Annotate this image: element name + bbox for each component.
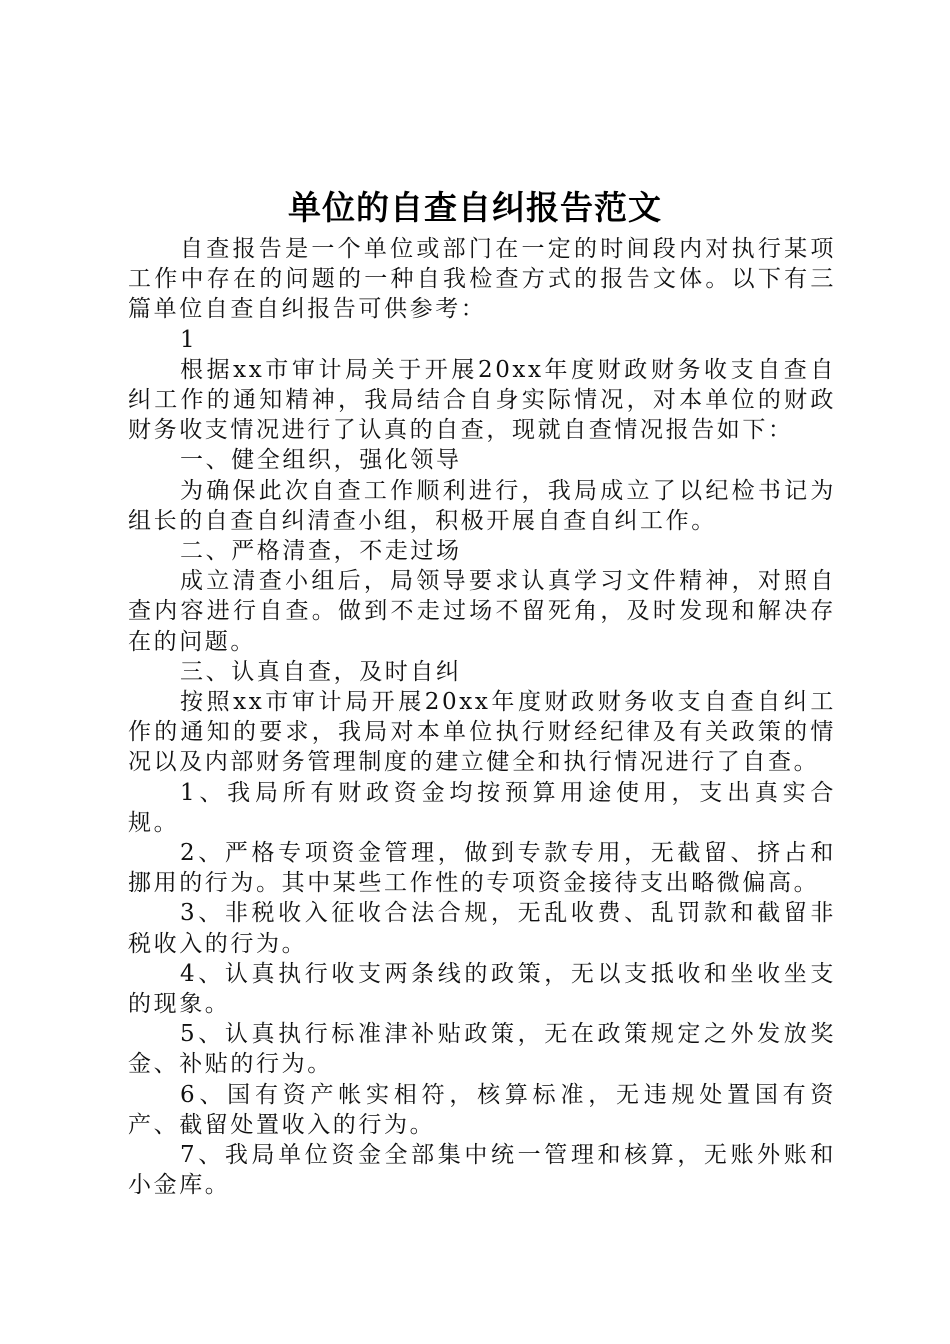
- section-heading: 一、健全组织，强化领导: [180, 447, 462, 474]
- list-item: 2、严格专项资金管理，做到专款专用，无截留、挤占和挪用的行为。其中某些工作性的专项资金接待支出略微偏高。: [128, 840, 836, 897]
- list-item: 1、我局所有财政资金均按预算用途使用，支出真实合规。: [128, 779, 836, 836]
- list-item: 5、认真执行标准津补贴政策，无在政策规定之外发放奖金、补贴的行为。: [128, 1021, 836, 1078]
- paragraph: 根据xx市审计局关于开展20xx年度财政财务收支自查自纠工作的通知精神，我局结合自身实际情况，对本单位的财政财务收支情况进行了认真的自查，现就自查情况报告如下：: [128, 356, 836, 444]
- list-item: 3、非税收入征收合法合规，无乱收费、乱罚款和截留非税收入的行为。: [128, 900, 836, 957]
- paragraph: 为确保此次自查工作顺利进行，我局成立了以纪检书记为组长的自查自纠清查小组，积极开展自查自纠工作。: [128, 477, 836, 534]
- list-item: 7、我局单位资金全部集中统一管理和核算，无账外账和小金库。: [128, 1142, 836, 1199]
- section-number: 1: [180, 326, 198, 353]
- paragraph: 成立清查小组后，局领导要求认真学习文件精神，对照自查内容进行自查。做到不走过场不留死角，及时发现和解决存在的问题。: [128, 568, 836, 655]
- section-heading: 三、认真自查，及时自纠: [180, 658, 462, 685]
- document-title: 单位的自查自纠报告范文: [288, 188, 662, 227]
- section-heading: 二、严格清查，不走过场: [180, 538, 462, 565]
- paragraph: 按照xx市审计局开展20xx年度财政财务收支自查自纠工作的通知的要求，我局对本单位执行财经纪律及有关政策的情况以及内部财务管理制度的建立健全和执行情况进行了自查。: [128, 689, 836, 776]
- list-item: 6、国有资产帐实相符，核算标准，无违规处置国有资产、截留处置收入的行为。: [128, 1081, 836, 1138]
- list-item: 4、认真执行收支两条线的政策，无以支抵收和坐收坐支的现象。: [128, 960, 836, 1018]
- document-body: [128, 234, 836, 1201]
- paragraph-intro: 自查报告是一个单位或部门在一定的时间段内对执行某项工作中存在的问题的一种自我检查方式的报告文体。以下有三篇单位自查自纠报告可供参考：: [128, 236, 836, 323]
